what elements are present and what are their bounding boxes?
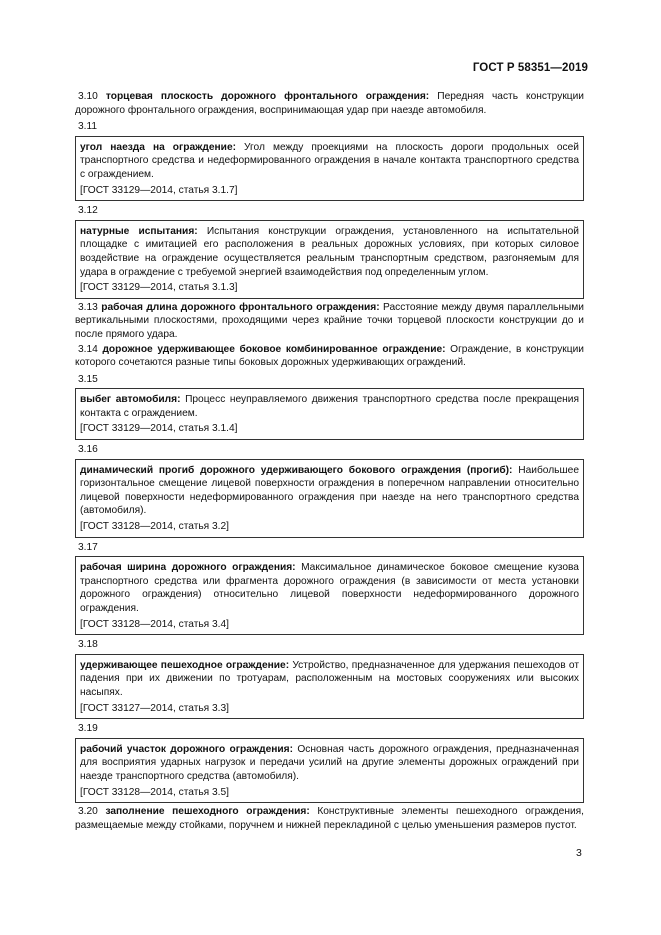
entry-term: натурные испытания:: [80, 225, 198, 237]
entry-definition: Максимальное динамическое боковое смещение кузова транспортного средства или фрагмента дорожного ограждения (в зависимости от места установки дорожного ограждения) относительно лицевой поверхности недеформированного дорожного ограждения.: [80, 562, 579, 614]
entry-definition: Ограждение, в конструкции которого сочетаются разные типы боковых дорожных удерживающих ограждений.: [75, 343, 584, 369]
entry-3-14: [75, 343, 584, 370]
entry-definition: Расстояние между двумя параллельными вертикальными плоскостями, проходящими через крайние точки торцевой плоскости конструкции до и после прямого удара.: [75, 301, 584, 340]
entry-3-17: [80, 561, 579, 615]
entry-3-15-box: [75, 388, 584, 440]
entry-number: 3.11: [78, 121, 98, 133]
entry-3-11-box: [75, 136, 584, 201]
entry-3-12-box: [75, 220, 584, 299]
entry-number: 3.10: [78, 91, 98, 102]
entry-definition: Передняя часть конструкции дорожного фронтального ограждения, воспринимающая удар при наезде автомобиля.: [75, 91, 584, 116]
entry-term: рабочая длина дорожного фронтального ограждения:: [101, 301, 380, 313]
entry-3-19: [80, 743, 579, 784]
entry-definition: Процесс неуправляемого движения транспортного средства после прекращения контакта с ограждением.: [80, 394, 579, 419]
entry-3-15: [80, 393, 579, 420]
entry-3-10: [75, 90, 584, 117]
entry-number: 3.18: [78, 639, 98, 651]
entry-3-19-box: [75, 738, 584, 803]
entry-definition: Угол между проекциями на плоскость дороги продольных осей транспортного средства и недеформированного ограждения в начале контакта транспортного средства с ограждением.: [80, 141, 579, 180]
entry-number: 3.15: [78, 373, 98, 385]
entry-term: рабочий участок дорожного ограждения:: [80, 743, 294, 755]
document-header: ГОСТ Р 58351—2019: [472, 62, 588, 74]
entry-reference: [ГОСТ 33128—2014, статья 3.2]: [80, 521, 230, 533]
entry-number: 3.16: [78, 444, 98, 456]
page-number: 3: [576, 847, 582, 859]
entry-3-12: [80, 225, 579, 279]
entry-reference: [ГОСТ 33128—2014, статья 3.5]: [80, 786, 230, 798]
entry-3-16-box: [75, 459, 584, 538]
entry-3-17-box: [75, 556, 584, 635]
entry-definition: Основная часть дорожного ограждения, предназначенная для восприятия ударных нагрузок и передачи усилий на другие элементы дорожных ограждений при наезде транспортного средства (автомобиля).: [80, 743, 579, 782]
entry-number: 3.20: [78, 806, 98, 818]
entry-number: 3.13: [78, 301, 98, 313]
entry-3-20: [75, 805, 584, 832]
entry-term: удерживающее пешеходное ограждение:: [80, 659, 290, 671]
entry-reference: [ГОСТ 33129—2014, статья 3.1.7]: [80, 184, 238, 196]
entry-3-11: [80, 141, 579, 182]
entry-term: рабочая ширина дорожного ограждения:: [80, 562, 296, 574]
entry-number: 3.12: [78, 205, 98, 217]
entry-definition: Испытания конструкции ограждения, установленного на испытательной площадке с имитацией его расположения в реальных дорожных условиях, при которых силовое воздействие на ограждение осуществляется реальным транспортным средством, разгоняемым для удара в ограждение с требуемой энергией взаимодействия под определенным углом.: [80, 225, 579, 278]
entry-reference: [ГОСТ 33127—2014, статья 3.3]: [80, 702, 230, 714]
document-body: [75, 90, 584, 832]
entry-3-13: [75, 301, 584, 342]
entry-3-18-box: [75, 654, 584, 719]
entry-term: выбег автомобиля:: [80, 394, 181, 406]
entry-number: 3.17: [78, 541, 98, 553]
entry-3-18: [80, 659, 579, 700]
entry-reference: [ГОСТ 33128—2014, статья 3.4]: [80, 618, 230, 630]
entry-definition: Устройство, предназначенное для удержания пешеходов от падения при их движении по тротуарам, расположенным на мостовых сооружениях или высоких насыпях.: [80, 659, 579, 698]
entry-number: 3.14: [78, 343, 98, 355]
entry-term: заполнение пешеходного ограждения:: [105, 806, 310, 818]
entry-3-16: [80, 464, 579, 518]
entry-definition: Наибольшее горизонтальное смещение лицевой поверхности ограждения в поперечном направлении относительно лицевой поверхности недеформированного ограждения при наезде на него транспортного средства (автомобиля).: [80, 464, 579, 517]
entry-term: торцевая плоскость дорожного фронтального ограждения:: [105, 91, 430, 102]
entry-reference: [ГОСТ 33129—2014, статья 3.1.4]: [80, 423, 238, 435]
entry-term: угол наезда на ограждение:: [80, 141, 236, 153]
entry-number: 3.19: [78, 723, 98, 735]
entry-term: динамический прогиб дорожного удерживающего бокового ограждения (прогиб):: [80, 464, 513, 476]
entry-reference: [ГОСТ 33129—2014, статья 3.1.3]: [80, 282, 238, 294]
entry-definition: Конструктивные элементы пешеходного ограждения, размещаемые между стойками, поручнем и нижней перекладиной с целью уменьшения размеров пустот.: [75, 806, 584, 831]
entry-term: дорожное удерживающее боковое комбинированное ограждение:: [102, 343, 446, 355]
